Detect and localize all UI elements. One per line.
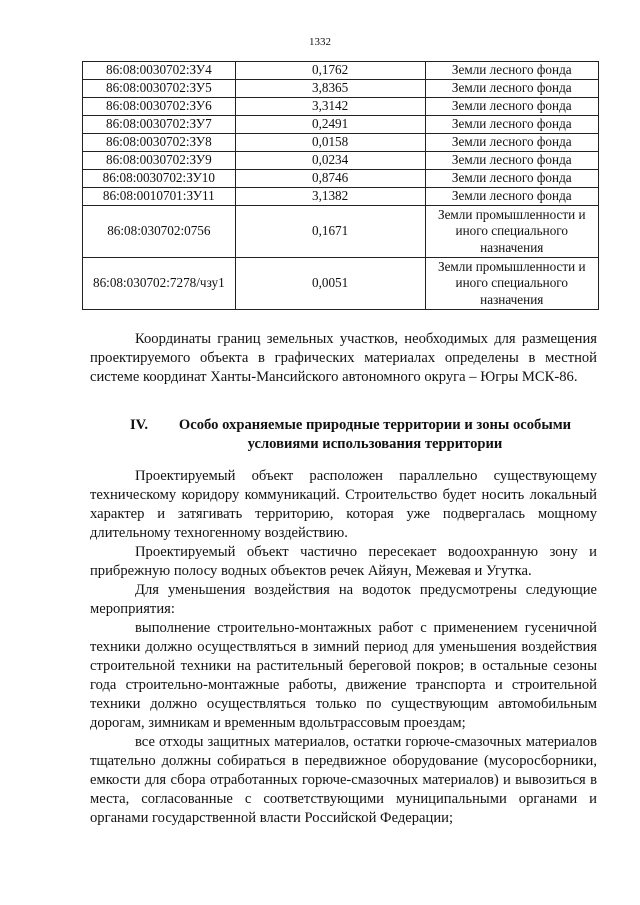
cadastral-number-cell: 86:08:0030702:ЗУ10 bbox=[83, 170, 236, 188]
area-cell: 3,8365 bbox=[235, 80, 425, 98]
cadastral-number-cell: 86:08:0010701:ЗУ11 bbox=[83, 188, 236, 206]
body-paragraph: Проектируемый объект частично пересекает водоохранную зону и прибрежную полосу водных объектов речек Айяун, Межевая и Угутка. bbox=[90, 544, 597, 579]
area-cell: 0,2491 bbox=[235, 116, 425, 134]
table-row bbox=[83, 152, 599, 170]
area-cell: 0,0158 bbox=[235, 134, 425, 152]
section-title: Особо охраняемые природные территории и зоны особыми условиями использования территории bbox=[178, 417, 572, 452]
coordinates-paragraph: Координаты границ земельных участков, необходимых для размещения проектируемого объекта в графических материалах определены в местной системе координат Ханты-Мансийского автономного округа – Югры МСК-86. bbox=[90, 331, 597, 385]
table-row bbox=[83, 98, 599, 116]
area-cell: 0,1762 bbox=[235, 62, 425, 80]
land-category-cell: Земли лесного фонда bbox=[425, 152, 598, 170]
cadastral-number-cell: 86:08:0030702:ЗУ8 bbox=[83, 134, 236, 152]
table-row bbox=[83, 116, 599, 134]
cadastral-number-cell: 86:08:0030702:ЗУ7 bbox=[83, 116, 236, 134]
table-row bbox=[83, 188, 599, 206]
section-body bbox=[90, 467, 597, 828]
land-category-cell: Земли лесного фонда bbox=[425, 98, 598, 116]
section-number: IV. bbox=[130, 417, 148, 433]
cadastral-number-cell: 86:08:030702:7278/чзу1 bbox=[83, 258, 236, 310]
coordinates-text-block bbox=[90, 330, 597, 387]
cadastral-number-cell: 86:08:030702:0756 bbox=[83, 206, 236, 258]
table-row bbox=[83, 170, 599, 188]
land-parcels-table bbox=[82, 61, 599, 310]
cadastral-number-cell: 86:08:0030702:ЗУ4 bbox=[83, 62, 236, 80]
area-cell: 0,1671 bbox=[235, 206, 425, 258]
land-category-cell: Земли лесного фонда bbox=[425, 62, 598, 80]
area-cell: 0,0234 bbox=[235, 152, 425, 170]
land-category-cell: Земли лесного фонда bbox=[425, 134, 598, 152]
section-heading bbox=[90, 416, 597, 454]
table-row bbox=[83, 62, 599, 80]
table-row bbox=[83, 134, 599, 152]
table-row bbox=[83, 80, 599, 98]
table-row bbox=[83, 206, 599, 258]
page-number: 1332 bbox=[309, 36, 331, 48]
land-category-cell: Земли лесного фонда bbox=[425, 80, 598, 98]
land-category-cell: Земли лесного фонда bbox=[425, 188, 598, 206]
area-cell: 0,0051 bbox=[235, 258, 425, 310]
land-category-cell: Земли промышленности и иного специального назначения bbox=[425, 206, 598, 258]
cadastral-number-cell: 86:08:0030702:ЗУ5 bbox=[83, 80, 236, 98]
body-paragraph: выполнение строительно-монтажных работ с применением гусеничной техники должно осуществляться в зимний период для уменьшения воздействия строительной техники на растительный береговой покров; в остальные сезоны года строительно-монтажные работы, движение транспорта и строительной техники должно осуществляться только по существующим автомобильным дорогам, зимникам и временным вдольтрассовым проездам; bbox=[90, 620, 597, 731]
area-cell: 3,3142 bbox=[235, 98, 425, 116]
area-cell: 0,8746 bbox=[235, 170, 425, 188]
body-paragraph: все отходы защитных материалов, остатки горюче-смазочных материалов тщательно должны собираться в передвижное оборудование (мусоросборники, емкости для сбора отработанных горюче-смазочных материалов) и вывозиться в места, согласованные с соответствующими муниципальными органами и органами государственной власти Российской Федерации; bbox=[90, 734, 597, 826]
cadastral-number-cell: 86:08:0030702:ЗУ6 bbox=[83, 98, 236, 116]
table-row bbox=[83, 258, 599, 310]
body-paragraph: Проектируемый объект расположен параллельно существующему техническому коридору коммуникаций. Строительство будет носить локальный характер и затягивать территорию, которая уже подвергалась мощному длительному техногенному воздействию. bbox=[90, 468, 597, 541]
cadastral-number-cell: 86:08:0030702:ЗУ9 bbox=[83, 152, 236, 170]
area-cell: 3,1382 bbox=[235, 188, 425, 206]
land-category-cell: Земли лесного фонда bbox=[425, 116, 598, 134]
land-category-cell: Земли лесного фонда bbox=[425, 170, 598, 188]
land-category-cell: Земли промышленности и иного специального назначения bbox=[425, 258, 598, 310]
body-paragraph: Для уменьшения воздействия на водоток предусмотрены следующие мероприятия: bbox=[90, 582, 597, 617]
